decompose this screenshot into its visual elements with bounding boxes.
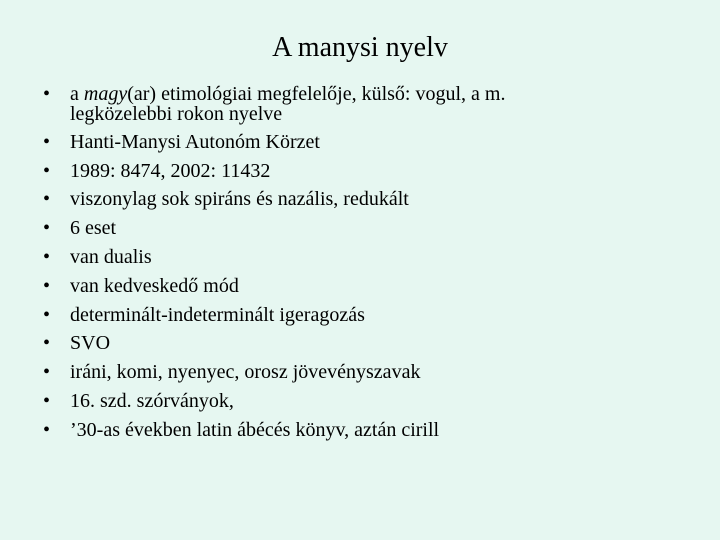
bullet-item: • ’30-as években latin ábécés könyv, aztán cirill (43, 416, 683, 445)
bullet-continuation: legközelebbi rokon nyelve (70, 102, 283, 125)
bullet-item: • 1989: 8474, 2002: 11432 (43, 157, 683, 186)
bullet-list (43, 80, 683, 445)
bullet-item: • van dualis (43, 243, 683, 272)
bullet-item: • iráni, komi, nyenyec, orosz jövevényszavak (43, 358, 683, 387)
bullet-rest: (ar) etimológiai megfelelője, külső: vogul, a m. (127, 83, 506, 105)
italic-word-magy: magy (83, 83, 128, 105)
bullet-item: • 6 eset (43, 214, 683, 243)
bullet-item: • 16. szd. szórványok, (43, 387, 683, 416)
bullet-item: • Hanti-Manysi Autonóm Körzet (43, 128, 683, 157)
bullet-item: • van kedveskedő mód (43, 272, 683, 301)
bullet-item: • viszonylag sok spiráns és nazális, redukált (43, 185, 683, 214)
bullet-item-etymology (43, 80, 683, 128)
slide-title: A manysi nyelv (272, 32, 448, 63)
bullet-item: • determinált-indeterminált igeragozás (43, 301, 683, 330)
bullet-prefix: a (70, 83, 84, 105)
bullet-item: • SVO (43, 329, 683, 358)
